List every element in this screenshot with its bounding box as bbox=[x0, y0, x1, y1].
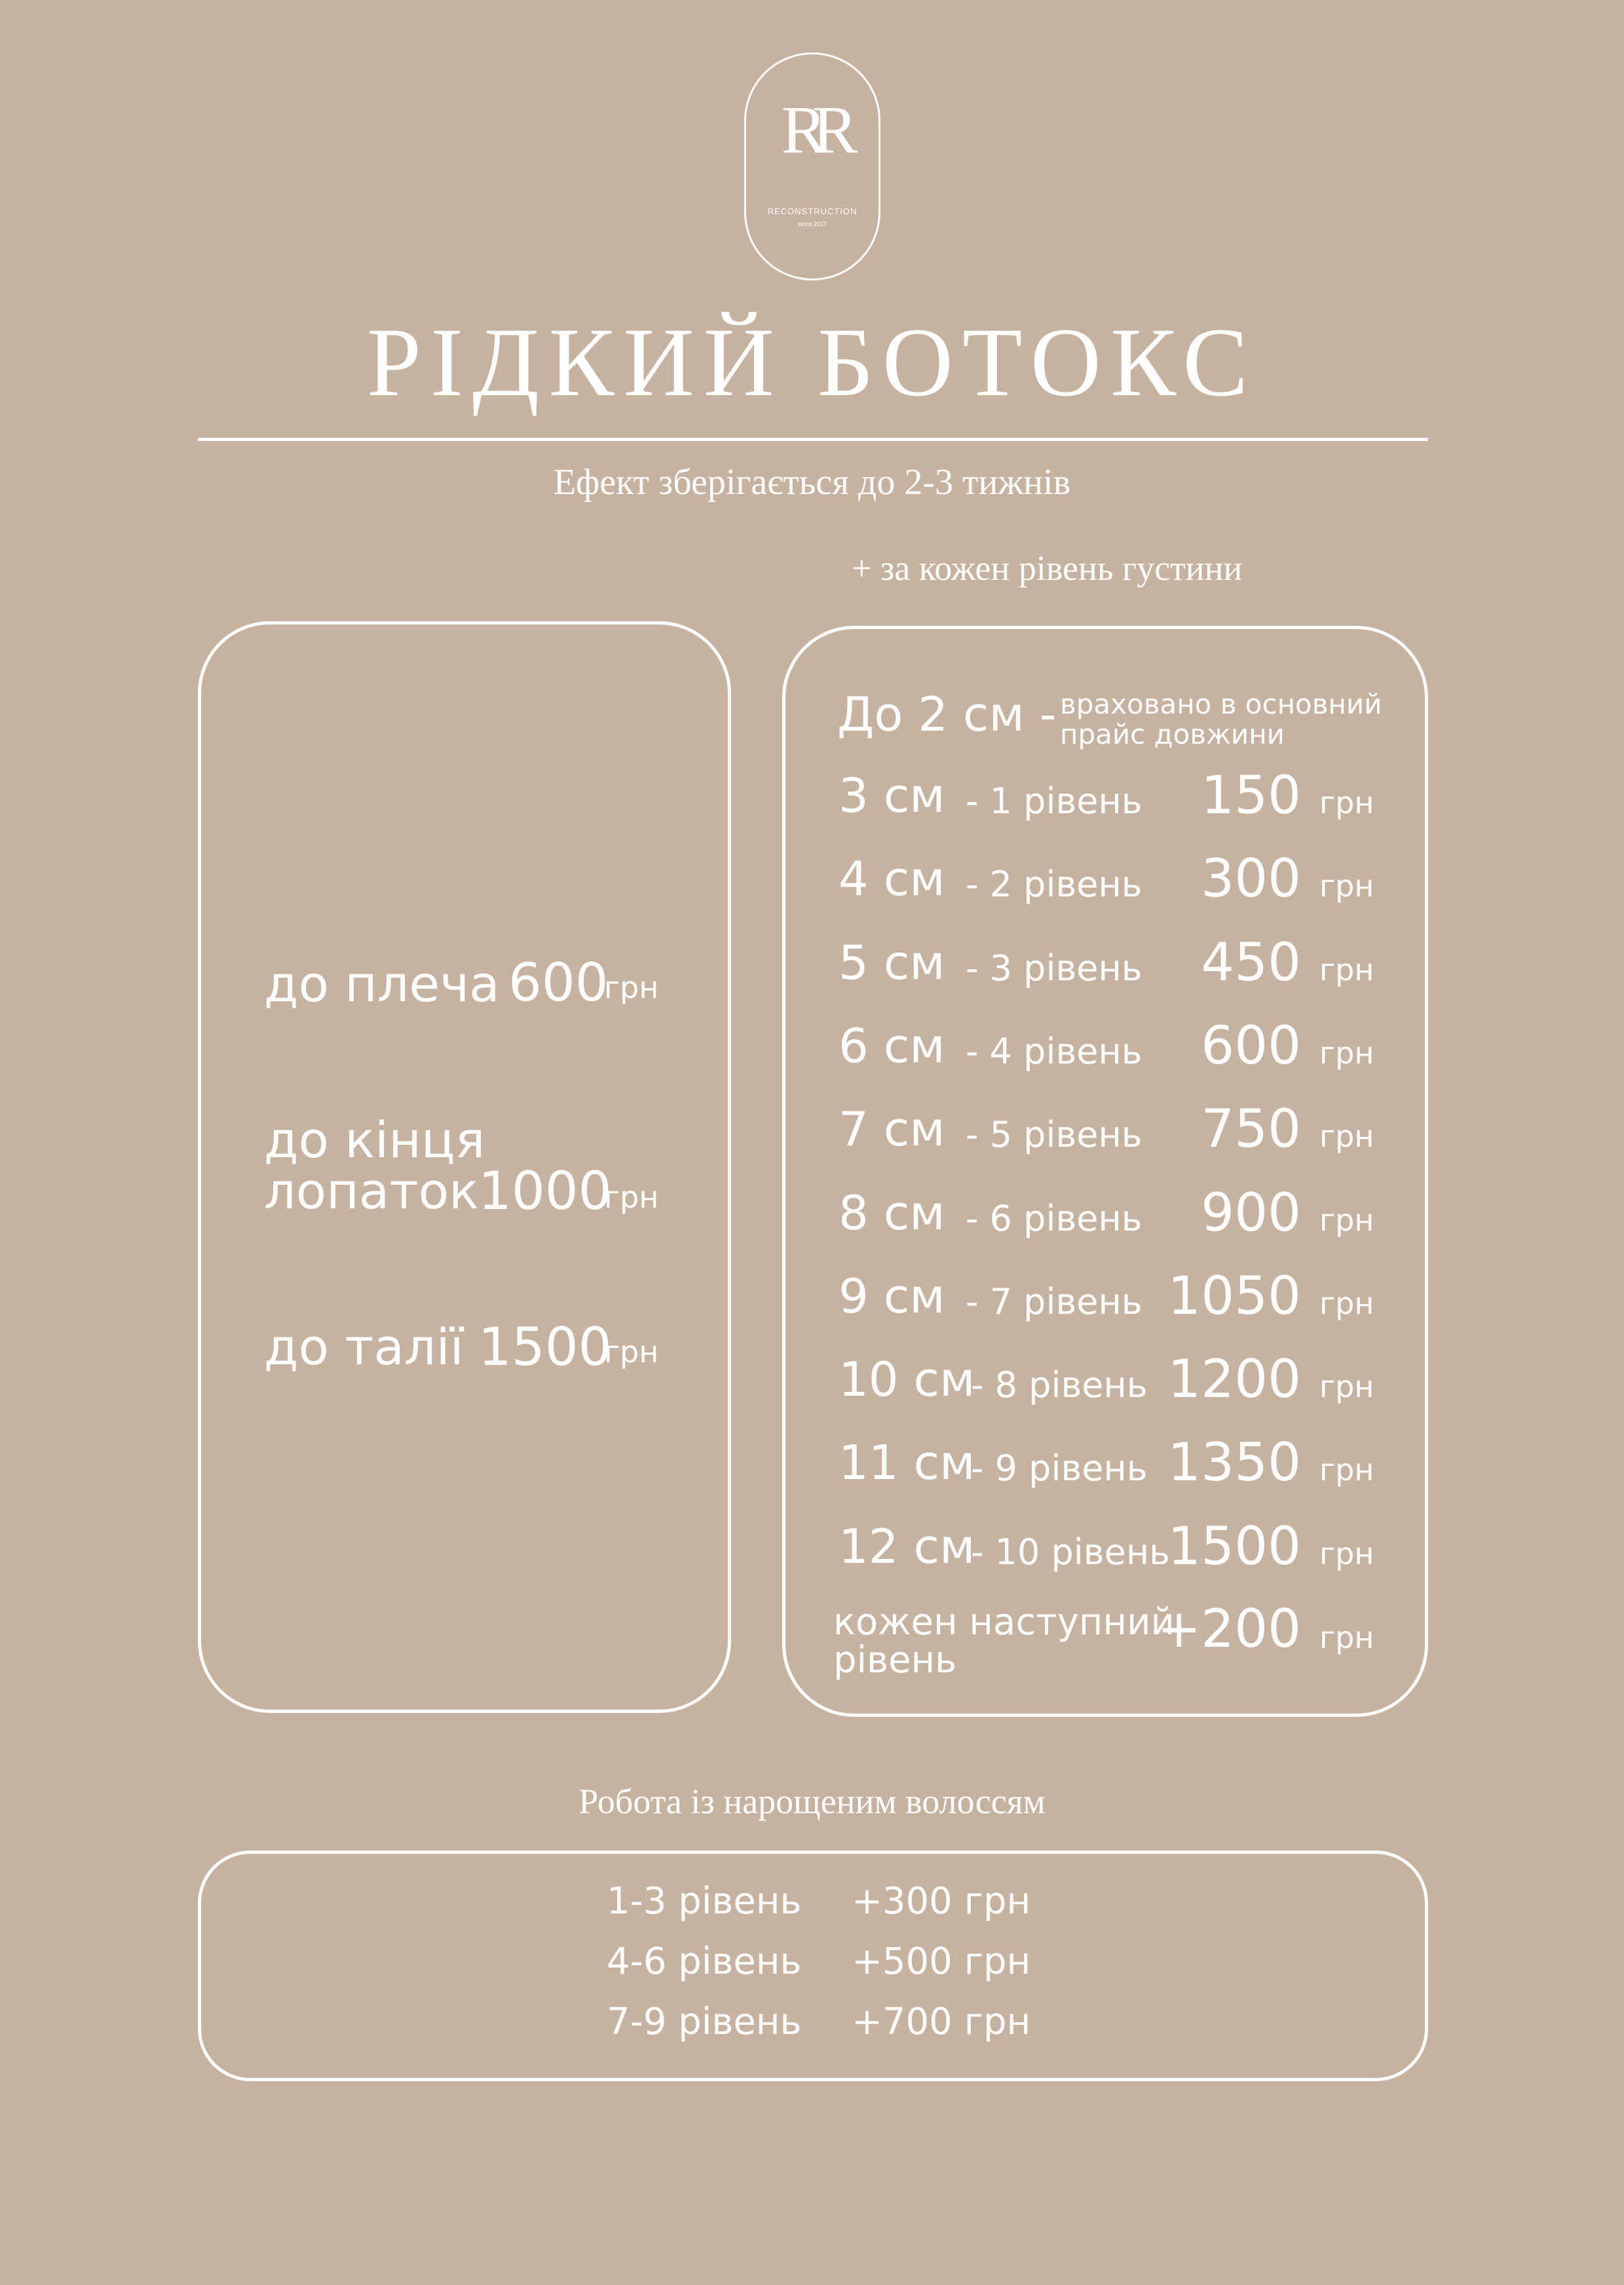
logo-badge bbox=[744, 52, 880, 280]
extension-price: +700 грн bbox=[852, 2001, 1031, 2043]
price-unit: грн bbox=[1319, 1286, 1374, 1321]
extension-level: 1-3 рівень bbox=[607, 1880, 802, 1923]
density-price: 300 bbox=[1201, 848, 1301, 909]
length-label: до плеча bbox=[264, 955, 500, 1013]
density-next-price: +200 bbox=[1157, 1598, 1301, 1659]
price-unit: грн bbox=[604, 970, 659, 1005]
price-unit: грн bbox=[604, 1334, 659, 1370]
density-length: 11 см bbox=[839, 1435, 975, 1490]
density-level: - 4 рівень bbox=[966, 1031, 1142, 1072]
density-length: 7 см bbox=[839, 1102, 945, 1157]
density-first-note: прайс довжини bbox=[1060, 718, 1285, 750]
price-unit: грн bbox=[1319, 785, 1374, 820]
logo-name: RECONSTRUCTION bbox=[767, 206, 858, 216]
price-unit: грн bbox=[1319, 1119, 1374, 1154]
density-price: 1350 bbox=[1167, 1432, 1301, 1493]
logo-monogram: RR bbox=[781, 92, 844, 168]
density-length: 5 см bbox=[839, 935, 945, 990]
title-divider bbox=[198, 438, 1428, 441]
density-next-label: кожен наступний bbox=[833, 1601, 1175, 1643]
length-label: лопаток bbox=[264, 1162, 480, 1220]
length-label: до кінця bbox=[264, 1111, 485, 1169]
density-next-label: рівень bbox=[833, 1639, 957, 1681]
extension-price: +500 грн bbox=[852, 1940, 1031, 1983]
page-subtitle: Ефект зберігається до 2-3 тижнів bbox=[553, 462, 1071, 503]
density-first-note: враховано в основний bbox=[1060, 688, 1382, 720]
density-first-label: До 2 см - bbox=[837, 687, 1057, 742]
density-price: 900 bbox=[1201, 1182, 1301, 1243]
density-level: - 6 рівень bbox=[966, 1198, 1142, 1239]
density-length: 9 см bbox=[839, 1269, 945, 1324]
price-unit: грн bbox=[1319, 1369, 1374, 1404]
density-length: 4 см bbox=[839, 851, 945, 906]
density-price: 1200 bbox=[1167, 1349, 1301, 1410]
density-price: 1500 bbox=[1167, 1516, 1301, 1577]
density-price: 750 bbox=[1201, 1098, 1301, 1159]
density-level: - 1 рівень bbox=[966, 780, 1142, 822]
price-unit: грн bbox=[1319, 952, 1374, 988]
density-level: - 3 рівень bbox=[966, 948, 1142, 989]
price-unit: грн bbox=[1319, 868, 1374, 904]
length-price: 600 bbox=[508, 952, 609, 1013]
density-note: + за кожен рівень густини bbox=[852, 548, 1243, 588]
density-level: - 9 рівень bbox=[971, 1448, 1148, 1489]
length-price: 1000 bbox=[478, 1161, 612, 1221]
logo-since: since 2017 bbox=[798, 221, 827, 227]
extension-level: 7-9 рівень bbox=[607, 2001, 802, 2043]
density-level: - 8 рівень bbox=[971, 1364, 1148, 1406]
extension-level: 4-6 рівень bbox=[607, 1940, 802, 1983]
density-length: 12 см bbox=[839, 1519, 975, 1574]
price-unit: грн bbox=[1319, 1035, 1374, 1071]
extensions-title: Робота із нарощеним волоссям bbox=[578, 1782, 1046, 1821]
extension-price: +300 грн bbox=[852, 1880, 1031, 1923]
density-price: 450 bbox=[1201, 932, 1301, 993]
price-unit: грн bbox=[1319, 1452, 1374, 1488]
density-price: 150 bbox=[1201, 765, 1301, 826]
density-level: - 2 рівень bbox=[966, 864, 1142, 905]
density-price: 1050 bbox=[1167, 1265, 1301, 1326]
extensions-panel bbox=[198, 1851, 1428, 2081]
density-level: - 10 рівень bbox=[971, 1531, 1170, 1573]
price-unit: грн bbox=[1319, 1536, 1374, 1571]
density-length: 3 см bbox=[839, 768, 945, 823]
length-label: до талії bbox=[264, 1318, 464, 1376]
length-price: 1500 bbox=[478, 1316, 612, 1377]
density-length: 6 см bbox=[839, 1018, 945, 1073]
density-level: - 7 рівень bbox=[966, 1281, 1142, 1322]
density-length: 10 см bbox=[839, 1352, 975, 1407]
density-length: 8 см bbox=[839, 1185, 945, 1240]
price-unit: грн bbox=[1319, 1202, 1374, 1238]
density-price: 600 bbox=[1201, 1015, 1301, 1076]
page-title: РІДКИЙ БОТОКС bbox=[366, 308, 1258, 417]
price-unit: грн bbox=[1319, 1620, 1374, 1655]
price-unit: грн bbox=[604, 1180, 659, 1215]
density-level: - 5 рівень bbox=[966, 1114, 1142, 1155]
